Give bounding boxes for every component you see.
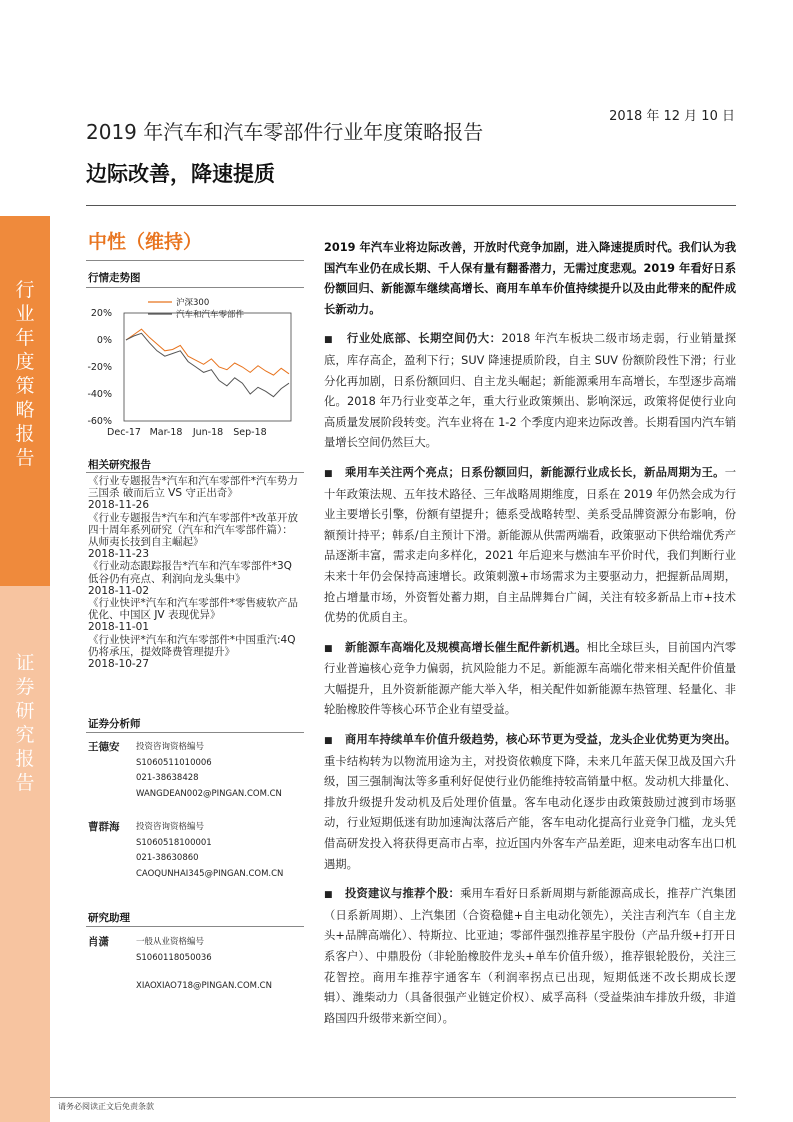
paragraph-heading: 行业处底部、长期空间仍大： (346, 332, 502, 346)
bullet-icon: ■ (324, 890, 345, 901)
bullet-icon: ■ (324, 736, 345, 747)
paragraph-heading: 商用车持续单车价值升级趋势，核心环节更为受益，龙头企业优势更为突出。 (345, 733, 736, 747)
report-item-title[interactable]: 《行业专题报告*汽车和汽车零部件*改革开放四十周年系列研究（汽车和汽车零部件篇）：从师夷长技到自主崛起》 (88, 511, 298, 549)
summary-paragraph (324, 463, 736, 629)
assistant-section-label: 研究助理 (88, 912, 130, 924)
sidebar-char: 策 (15, 375, 35, 397)
paragraph-heading: 新能源车高端化及规模高增长催生配件新机遇。 (345, 640, 587, 654)
sidebar (0, 216, 50, 1122)
analyst-email: WANGDEAN002@PINGAN.COM.CN (136, 788, 282, 799)
paragraph-body: 一十年政策法规、五年技术路径、三年战略周期维度，日系在 2019 年仍然会成为行业主要增长引擎，份额有望提升；德系受战略转型、美系受品牌资源分布影响，份额预计持平；韩系/自主预计下滑。新能源从供需两端看，政策驱动下供给端优秀产品逐渐丰富，需求走向多样化，2021 年后迎来与燃油车平价时代，我们判断行业未来十年仍会保持高速增长。政策刺激+市场需求为主要驱动力，把握新品周期，抢占增量市场，外资暂处蓄力期，自主品牌舞台广阔，关注有较多新品上市+技术优势的优质自主。 (324, 465, 736, 625)
bullet-icon: ■ (324, 335, 347, 346)
footer-divider (50, 1097, 736, 1098)
report-item-date: 2018-11-01 (88, 621, 150, 634)
report-item-title[interactable]: 《行业快评*汽车和汽车零部件*零售疲软产品优化、中国区 JV 表现优异》 (88, 597, 298, 622)
sidebar-label-report-type (0, 278, 50, 470)
chart-x-tick-label: Jun-18 (192, 427, 224, 438)
report-item-title[interactable]: 《行业快评*汽车和汽车零部件*中国重汽:4Q 仍将承压，提效降费管理提升》 (88, 633, 296, 658)
paragraph-heading: 投资建议与推荐个股： (345, 887, 461, 901)
assistant-cert: S1060118050036 (136, 952, 212, 963)
sidebar-char: 究 (15, 724, 35, 746)
summary-paragraph (324, 884, 736, 1029)
paragraph-body: 相比全球巨头，目前国内汽零行业普遍核心竞争力偏弱，抗风险能力不足。新能源车高端化带来相关配件价值量大幅提升，且外资新能源产能大举入华，相关配件如新能源车热管理、轻量化、非轮胎橡胶件等核心环节企业有望受益。 (324, 640, 736, 717)
report-item-title[interactable]: 《行业专题报告*汽车和汽车零部件*汽车势力三国杀 破而后立 VS 守正出奇》 (88, 475, 298, 500)
report-title: 2019 年汽车和汽车零部件行业年度策略报告 (86, 120, 484, 144)
chart-series-line (126, 329, 289, 375)
report-item-title[interactable]: 《行业动态跟踪报告*汽车和汽车零部件*3Q 低谷仍有亮点、利润向龙头集中》 (88, 560, 292, 585)
sidebar-char: 报 (15, 423, 35, 445)
paragraph-body: 2018 年汽车板块二级市场走弱，行业销量探底，库存高企，盈利下行；SUV 降速提质阶段，自主 SUV 份额阶段性下滑；行业分化再加剧，日系份额回归、自主龙头崛起；新能源乘用车高增长，车型逐步高端化。2018 年乃行业变革之年，重大行业政策频出、影响深远，政策将促使行业向高质量发展阶段转变。汽车业将在 1-2 个季度内迎来边际改善。长期看国内汽车销量增长空间仍然巨大。 (324, 332, 736, 450)
assistant-name: 肖潇 (88, 936, 109, 948)
chart-legend-label: 汽车和汽车零部件 (176, 310, 245, 320)
chart-y-tick-label: -20% (87, 362, 112, 373)
sidebar-char: 略 (15, 399, 35, 421)
reports-section-label: 相关研究报告 (88, 459, 151, 471)
chart-y-tick-label: 0% (96, 335, 112, 346)
sidebar-char: 证 (15, 652, 35, 674)
chart-y-tick-label: 20% (90, 308, 112, 319)
reports-section-divider (86, 472, 304, 473)
analyst-phone: 021-38638428 (136, 773, 199, 783)
paragraph-heading: 乘用车关注两个亮点；日系份额回归，新能源行业成长长，新品周期为王。 (345, 465, 725, 479)
sidebar-char: 券 (15, 676, 35, 698)
disclaimer-note: 请务必阅读正文后免责条款 (58, 1102, 154, 1111)
assistant-email: XIAOXIAO718@PINGAN.COM.CN (136, 981, 272, 991)
paragraph-body: 重卡结构转为以物流用途为主，对投资依赖度下降，未来几年蓝天保卫战及国六升级，国三强制淘汰等多重利好促使行业仍能维持较高销量中枢。发动机大排量化、排放升级提升发动机及后处理价值量。客车电动化逐步由政策鼓励过渡到市场驱动，行业短期低迷有助加速淘汰落后产能，客车电动化提高行业竞争门槛，龙头凭借高研发投入将获得更高市占率，拉近国内外客车产品差距，迎来电动客车出口机遇期。 (324, 754, 736, 871)
report-item-date: 2018-10-27 (88, 658, 150, 671)
bullet-icon: ■ (324, 643, 345, 654)
analysts-section-label: 证券分析师 (88, 718, 141, 730)
chart-x-tick-label: Mar-18 (149, 427, 183, 438)
chart-y-tick-label: -40% (87, 389, 112, 400)
rating-badge: 中性（维持） (88, 231, 203, 253)
analysts-section-divider (86, 732, 304, 733)
report-item-date: 2018-11-23 (88, 548, 150, 561)
report-date: 2018 年 12 月 10 日 (609, 109, 735, 124)
assistant-section-divider (86, 926, 304, 927)
analyst-phone: 021-38630860 (136, 853, 199, 863)
chart-legend-label: 沪深300 (176, 298, 210, 308)
summary-paragraph (324, 638, 736, 721)
bullet-icon: ■ (324, 468, 345, 479)
market-trend-chart (86, 293, 304, 443)
analyst-role: 投资咨询资格编号 (136, 742, 205, 752)
analyst-role: 投资咨询资格编号 (136, 822, 205, 832)
chart-series-line (126, 333, 289, 396)
analyst-email: CAOQUNHAI345@PINGAN.COM.CN (136, 868, 284, 879)
summary-lead: 2019 年汽车业将边际改善，开放时代竞争加剧，进入降速提质时代。我们认为我国汽车业仍在成长期、千人保有量有翻番潜力，无需过度悲观。2019 年看好日系份额回归、新能源车继续高增长、商用车单车价值持续提升以及由此带来的配件成长新动力。 (324, 241, 736, 316)
report-item-date: 2018-11-02 (88, 584, 150, 597)
analyst-name: 王德安 (88, 741, 120, 753)
sidebar-char: 研 (15, 700, 35, 722)
header-divider (86, 205, 736, 206)
sidebar-label-securities-research (0, 651, 50, 795)
chart-section-divider (86, 287, 304, 288)
paragraph-body: 乘用车看好日系新周期与新能源高成长，推荐广汽集团（日系新周期）、上汽集团（合资稳健+自主电动化领先），关注吉利汽车（自主龙头+品牌高端化）、特斯拉、比亚迪；零部件强烈推荐星宇股份（产品升级+打开日系客户）、中鼎股份（非轮胎橡胶件龙头+单车价值升级），推荐银轮股份，关注三花智控。商用车推荐宇通客车（利润率拐点已出现，短期低迷不改长期成长逻辑）、潍柴动力（具备很强产业链定价权）、威孚高科（受益柴油车排放升级，非道路国四升级带来新空间）。 (324, 887, 736, 1025)
analyst-cert: S1060518100001 (136, 837, 212, 848)
sidebar-char: 行 (15, 279, 35, 301)
sidebar-char: 告 (15, 772, 35, 794)
chart-x-tick-label: Dec-17 (107, 427, 141, 438)
summary-paragraphs (324, 329, 736, 1029)
related-reports-list (88, 475, 298, 670)
sidebar-char: 告 (15, 447, 35, 469)
sidebar-char: 度 (15, 351, 35, 373)
summary-paragraph (324, 730, 736, 875)
analyst-cert: S1060511010006 (136, 757, 212, 768)
report-summary (324, 238, 736, 1029)
sidebar-char: 业 (15, 303, 35, 325)
chart-section-label: 行情走势图 (88, 272, 141, 284)
assistant-role: 一般从业资格编号 (136, 937, 205, 947)
rating-divider (86, 260, 304, 261)
chart-plot-frame (124, 313, 291, 421)
report-subtitle: 边际改善，降速提质 (86, 162, 275, 186)
chart-x-tick-label: Sep-18 (233, 427, 267, 438)
report-item-date: 2018-11-26 (88, 499, 150, 512)
sidebar-char: 报 (15, 748, 35, 770)
chart-y-tick-label: -60% (87, 416, 112, 427)
summary-paragraph (324, 329, 736, 454)
sidebar-char: 年 (15, 327, 35, 349)
analyst-name: 曹群海 (88, 821, 120, 833)
